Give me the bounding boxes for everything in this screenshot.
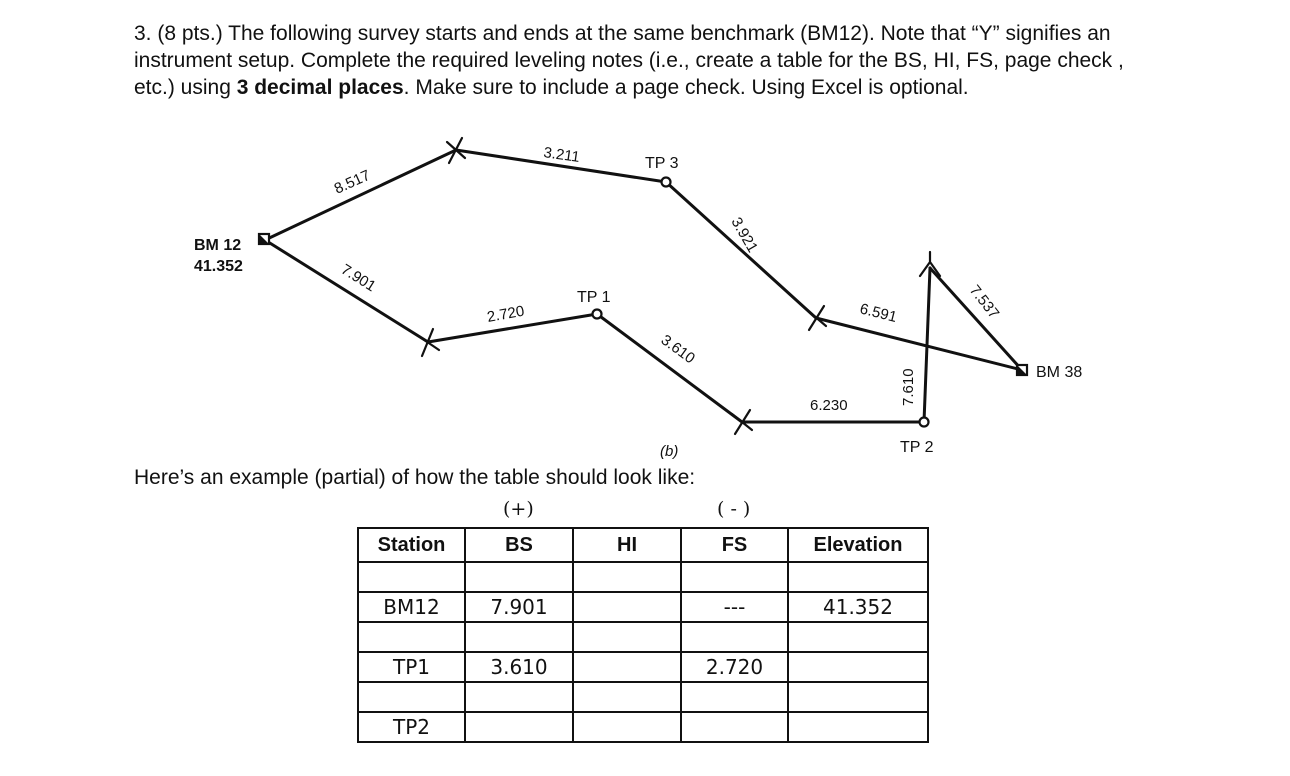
question-body: The following survey starts and ends at the same benchmark (BM12). Note that “Y” signifies an instrument setup. Complete the required leveling notes (i.e., create a table for the BS, HI, FS, page check , etc.) using xyxy=(134,22,1124,99)
line-bm12-y1 xyxy=(265,150,456,240)
tp2-label: TP 2 xyxy=(900,439,934,456)
cell-elevation xyxy=(788,712,928,742)
table-row xyxy=(358,712,928,742)
cell-hi xyxy=(573,562,681,592)
bm12-label: BM 12 xyxy=(194,237,242,254)
cell-hi xyxy=(573,712,681,742)
bm38-label: BM 38 xyxy=(1036,364,1083,381)
cell-station: TP2 xyxy=(358,712,465,742)
reading-6230: 6.230 xyxy=(810,397,848,414)
header-station: Station xyxy=(358,528,465,562)
line-y3-bm38 xyxy=(816,318,1022,370)
cell-bs xyxy=(465,562,573,592)
table-row xyxy=(358,562,928,592)
cell-station: BM12 xyxy=(358,592,465,622)
reading-2720: 2.720 xyxy=(485,302,526,326)
cell-fs: 2.720 xyxy=(681,652,788,682)
header-fs: FS xyxy=(681,528,788,562)
cell-elevation xyxy=(788,682,928,712)
cell-elevation: 41.352 xyxy=(788,592,928,622)
header-hi: HI xyxy=(573,528,681,562)
leveling-table xyxy=(357,527,929,743)
cell-bs xyxy=(465,682,573,712)
header-elevation: Elevation xyxy=(788,528,928,562)
question-emphasis: 3 decimal places xyxy=(236,76,404,99)
tp3-point xyxy=(662,178,671,187)
cell-elevation xyxy=(788,562,928,592)
cell-station xyxy=(358,562,465,592)
table-row xyxy=(358,682,928,712)
minus-sign-label: ( - ) xyxy=(717,498,751,520)
line-tp3-y3 xyxy=(666,182,816,318)
cell-fs xyxy=(681,562,788,592)
reading-3610: 3.610 xyxy=(657,331,699,368)
cell-elevation xyxy=(788,622,928,652)
setup-mark-2 xyxy=(417,329,439,356)
cell-hi xyxy=(573,622,681,652)
figure-caption: (b) xyxy=(660,443,679,460)
reading-8517: 8.517 xyxy=(331,166,373,198)
line-bm12-y2 xyxy=(265,240,428,342)
question-body-end: . Make sure to include a page check. Using Excel is optional. xyxy=(403,76,969,99)
reading-6591: 6.591 xyxy=(858,300,899,326)
cell-elevation xyxy=(788,652,928,682)
tp2-point xyxy=(920,418,929,427)
table-header-row xyxy=(358,528,928,562)
cell-station xyxy=(358,682,465,712)
table-row xyxy=(358,652,928,682)
cell-hi xyxy=(573,592,681,622)
reading-7610: 7.610 xyxy=(900,368,917,406)
line-tp1-y4 xyxy=(597,314,742,422)
header-bs: BS xyxy=(465,528,573,562)
cell-fs: --- xyxy=(681,592,788,622)
cell-bs xyxy=(465,622,573,652)
cell-hi xyxy=(573,682,681,712)
setup-mark-3 xyxy=(806,306,826,330)
table-row xyxy=(358,592,928,622)
cell-bs xyxy=(465,712,573,742)
cell-bs: 3.610 xyxy=(465,652,573,682)
tp1-label: TP 1 xyxy=(577,289,611,306)
plus-sign-label: (+) xyxy=(503,498,534,520)
cell-bs: 7.901 xyxy=(465,592,573,622)
example-intro: Here’s an example (partial) of how the table should look like: xyxy=(134,466,696,489)
reading-7537: 7.537 xyxy=(965,281,1003,323)
cell-fs xyxy=(681,712,788,742)
reading-7901: 7.901 xyxy=(337,260,379,296)
cell-hi xyxy=(573,652,681,682)
cell-station xyxy=(358,622,465,652)
bm12-elevation: 41.352 xyxy=(194,258,243,275)
table-row xyxy=(358,622,928,652)
cell-fs xyxy=(681,622,788,652)
question-number: 3. (8 pts.) xyxy=(134,22,223,45)
cell-fs xyxy=(681,682,788,712)
tp1-point xyxy=(593,310,602,319)
reading-3211: 3.211 xyxy=(542,144,581,167)
reading-3921: 3.921 xyxy=(727,214,762,256)
cell-station: TP1 xyxy=(358,652,465,682)
tp3-label: TP 3 xyxy=(645,155,679,172)
